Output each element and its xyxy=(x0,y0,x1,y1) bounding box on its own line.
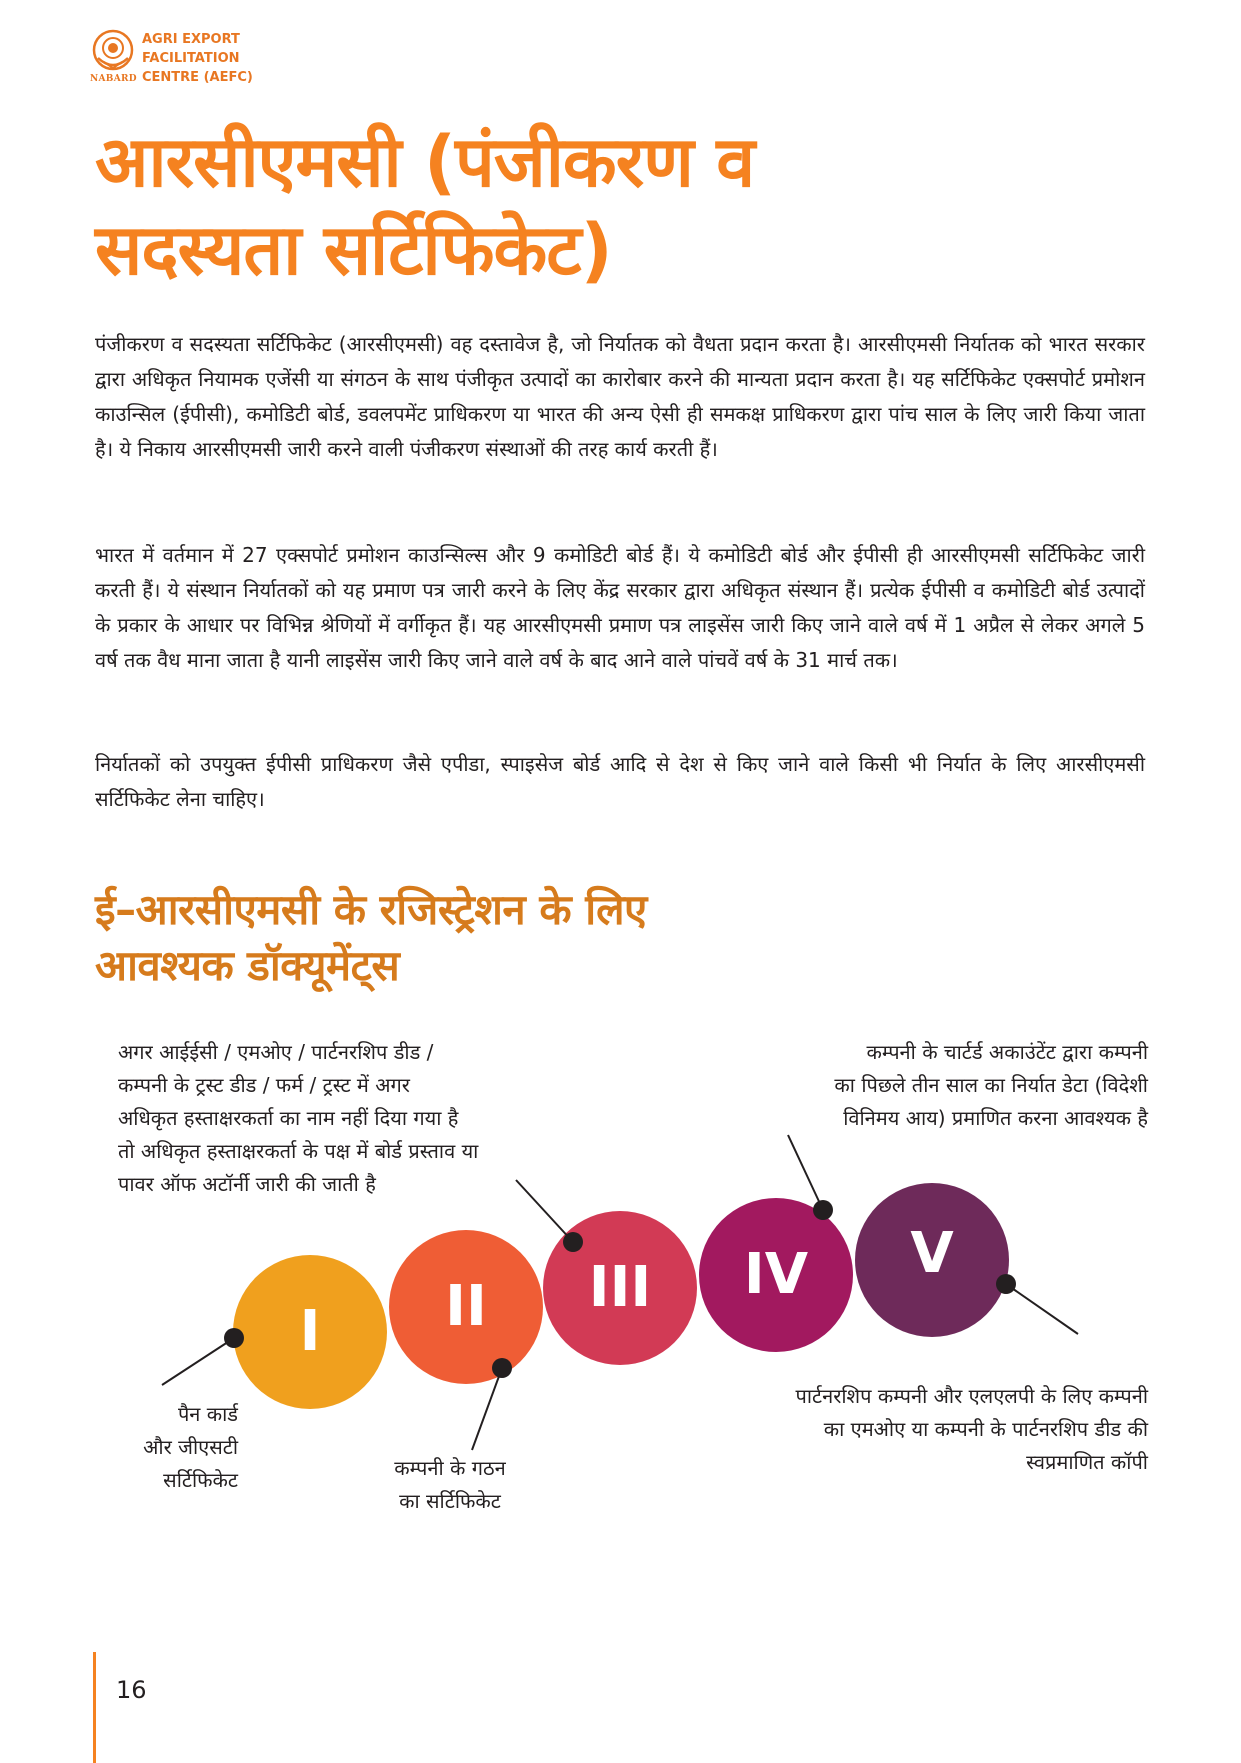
note-export-data-line2: का पिछले तीन साल का निर्यात डेटा (विदेशी xyxy=(834,1073,1148,1097)
circle-label-V: V xyxy=(910,1221,954,1286)
documents-diagram xyxy=(0,1000,1241,1560)
page-title xyxy=(95,118,1145,294)
section-title-line1: ई–आरसीएमसी के रजिस्ट्रेशन के लिए xyxy=(95,885,647,934)
nabard-logo xyxy=(90,28,136,86)
note-board-resolution-line4: तो अधिकृत हस्ताक्षरकर्ता के पक्ष में बोर्ड प्रस्ताव या xyxy=(118,1139,479,1163)
connector-IV xyxy=(788,1135,823,1210)
note-pan-gst-line2: और जीएसटी xyxy=(143,1435,238,1459)
note-incorporation-line2: का सर्टिफिकेट xyxy=(399,1489,501,1513)
note-export-data xyxy=(680,1036,1148,1135)
page-title-line1: आरसीएमसी (पंजीकरण व xyxy=(95,121,755,203)
connector-V xyxy=(1006,1284,1078,1334)
org-name xyxy=(142,30,253,87)
org-name-line2: FACILITATION xyxy=(142,51,240,66)
note-pan-gst-line3: सर्टिफिकेट xyxy=(163,1468,238,1492)
note-export-data-line1: कम्पनी के चार्टर्ड अकाउंटेंट द्वारा कम्पनी xyxy=(866,1040,1148,1064)
note-board-resolution-line1: अगर आईईसी / एमओए / पार्टनरशिप डीड / xyxy=(118,1040,434,1064)
note-board-resolution-line2: कम्पनी के ट्रस्ट डीड / फर्म / ट्रस्ट में अगर xyxy=(118,1073,410,1097)
circle-label-IV: IV xyxy=(743,1242,809,1307)
connector-dot-I xyxy=(224,1328,244,1348)
note-incorporation xyxy=(350,1452,550,1518)
org-name-line1: AGRI EXPORT xyxy=(142,32,240,47)
note-board-resolution xyxy=(118,1036,638,1201)
note-moa-partnership-line2: का एमओए या कम्पनी के पार्टनरशिप डीड की xyxy=(823,1417,1148,1441)
note-export-data-line3: विनिमय आय) प्रमाणित करना आवश्यक है xyxy=(843,1106,1148,1130)
note-pan-gst-line1: पैन कार्ड xyxy=(177,1402,238,1426)
connector-I xyxy=(162,1338,234,1385)
footer-accent-bar xyxy=(93,1652,96,1763)
page-number: 16 xyxy=(116,1676,147,1704)
note-moa-partnership xyxy=(640,1380,1148,1479)
paragraph-exporter-requirement: निर्यातकों को उपयुक्त ईपीसी प्राधिकरण जैसे एपीडा, स्पाइसेज बोर्ड आदि से देश से किए जाने वाले किसी भी निर्यात के लिए आरसीएमसी सर्टिफिकेट लेना चाहिए। xyxy=(95,752,1145,811)
note-moa-partnership-line3: स्वप्रमाणित कॉपी xyxy=(1026,1450,1148,1474)
paragraph-rcmc-definition: पंजीकरण व सदस्यता सर्टिफिकेट (आरसीएमसी) वह दस्तावेज है, जो निर्यातक को वैधता प्रदान करता है। आरसीएमसी निर्यातक को भारत सरकार द्वारा अधिकृत नियामक एजेंसी या संगठन के साथ पंजीकृत उत्पादों का कारोबार करने की मान्यता प्रदान करता है। यह सर्टिफिकेट एक्सपोर्ट प्रमोशन काउन्सिल (ईपीसी), कमोडिटी बोर्ड, डवलपमेंट प्राधिकरण या भारत की अन्य ऐसी ही समकक्ष प्राधिकरण द्वारा पांच साल के लिए जारी किया जाता है। ये निकाय आरसीएमसी जारी करने वाली पंजीकरण संस्थाओं की तरह कार्य करती हैं। xyxy=(95,332,1145,461)
connector-dot-III xyxy=(563,1232,583,1252)
note-board-resolution-line5: पावर ऑफ अटॉर्नी जारी की जाती है xyxy=(118,1172,376,1196)
logo-caption: NABARD xyxy=(90,74,137,84)
paragraph-epc-boards: भारत में वर्तमान में 27 एक्सपोर्ट प्रमोशन काउन्सिल्स और 9 कमोडिटी बोर्ड हैं। ये कमोडिटी बोर्ड और ईपीसी ही आरसीएमसी सर्टिफिकेट जारी करती हैं। ये संस्थान निर्यातकों को यह प्रमाण पत्र जारी करने के लिए केंद्र सरकार द्वारा अधिकृत संस्थान हैं। प्रत्येक ईपीसी व कमोडिटी बोर्ड उत्पादों के प्रकार के आधार पर विभिन्न श्रेणियों में वर्गीकृत हैं। यह आरसीएमसी प्रमाण पत्र लाइसेंस जारी किए जाने वाले वर्ष में 1 अप्रैल से लेकर अगले 5 वर्ष तक वैध माना जाता है यानी लाइसेंस जारी किए जाने वाले वर्ष के बाद आने वाले पांचवें वर्ष के 31 मार्च तक। xyxy=(95,543,1145,672)
note-moa-partnership-line1: पार्टनरशिप कम्पनी और एलएलपी के लिए कम्पनी xyxy=(795,1384,1148,1408)
connector-dot-IV xyxy=(813,1200,833,1220)
note-incorporation-line1: कम्पनी के गठन xyxy=(394,1456,506,1480)
page-title-line2: सदस्यता सर्टिफिकेट) xyxy=(95,209,612,291)
connector-dot-V xyxy=(996,1274,1016,1294)
note-board-resolution-line3: अधिकृत हस्ताक्षरकर्ता का नाम नहीं दिया गया है xyxy=(118,1106,459,1130)
circle-label-I: I xyxy=(299,1299,321,1364)
note-pan-gst xyxy=(90,1398,238,1497)
nabard-logo-icon xyxy=(90,28,136,74)
section-title xyxy=(95,882,647,994)
circle-label-III: III xyxy=(588,1255,652,1320)
header xyxy=(90,28,330,88)
org-name-line3: CENTRE (AEFC) xyxy=(142,70,253,85)
section-title-line2: आवश्यक डॉक्यूमेंट्स xyxy=(95,941,400,990)
circle-label-II: II xyxy=(445,1274,487,1339)
connector-dot-II xyxy=(492,1358,512,1378)
